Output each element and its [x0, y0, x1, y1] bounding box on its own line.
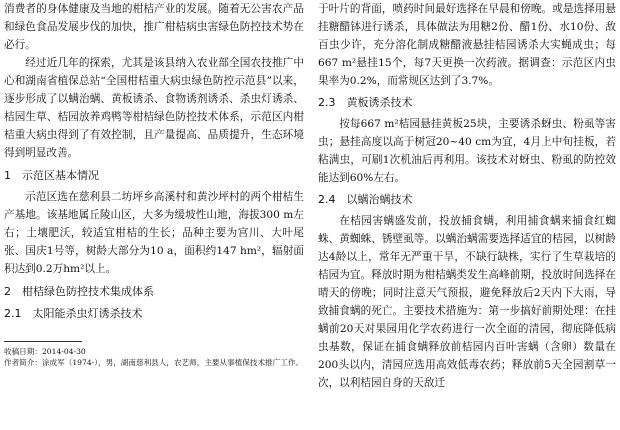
history-paragraph: 经过近几年的探索，尤其是该县纳入农业部全国农技推广中心和湖南省植保总站“全国柑桔重大病虫绿色防控示范县”以来，逐步形成了以螨治螨、黄板诱杀、食物诱剂诱杀、杀虫灯诱杀、桔园生草、桔园放养鸡鸭等柑桔绿色防控技术体系，示范区内柑桔重大病虫得到了有效控制，且产量提高、品质提升，生态环境得到明显改善。: [4, 57, 304, 159]
section-1-paragraph: 示范区选在慈利县二坊坪乡高溪村和黄沙坪村的两个柑桔生产基地。该基地属丘陵山区，大多为缓坡性山地，海拔300 m左右；土壤肥沃，较适宜柑桔的生长；品种主要为宫川、大叶尾张、国庆1号等，树龄大部分为10 a，面积约147 hm²，辐射面积达到0.2万hm²以上。: [4, 191, 304, 275]
section-2-4-heading: 2.4 以螨治螨技术: [318, 193, 413, 206]
section-2-4-paragraph: 在桔园害螨盛发前，投放捕食螨，利用捕食螨来捕食红蜘蛛、黄蜘蛛、锈壁虱等。以螨治螨需要选择适宜的桔园，以树龄达4龄以上，常年无严重干旱，不缺行缺株，实行了生草栽培的桔园为宜。释放时期为柑桔螨类发生高峰前期，投放时间选择在晴天的傍晚；同时注意天气预报，避免释放后2天内下大雨，导致捕食螨的死亡。主要技术措施为：第一步搞好前期处理：在挂螨前20天对果园用化学农药进行一次全面的清园，彻底降低病虫基数，保证在捕食螨释放前桔园内百叶害螨（含卵）数量在200头以内，清园应选用高效低毒农药；释放前5天全园割草一次，以利桔园自身的天敌迁: [318, 215, 616, 389]
section-1-heading: 1 示范区基本情况: [4, 169, 99, 182]
intro-paragraph: 消费者的身体健康及当地的柑桔产业的发展。随着无公害农产品和绿色食品发展步伐的加快，推广柑桔病虫害绿色防控技术势在必行。: [4, 3, 304, 51]
section-2-1-heading: 2.1 太阳能杀虫灯诱杀技术: [4, 307, 143, 320]
footnote: 收稿日期：2014-04-30 作者简介：涂成军（1974-），男，湖南慈利县人，农艺师，主要从事植保技术推广工作。: [4, 347, 304, 367]
right-column: [318, 0, 616, 392]
footnote-rule: [4, 341, 82, 342]
section-2-3-paragraph: 按每667 m²桔园悬挂黄板25块，主要诱杀蚜虫、粉虱等害虫；悬挂高度以高于树冠20~40 cm为宜，4月上中旬挂板，若粘满虫，可刷1次机油后再利用。该技术对蚜虫、粉虱的防控效能达到60%左右。: [318, 118, 616, 184]
section-2-3-heading: 2.3 黄板诱杀技术: [318, 96, 413, 109]
left-column: [4, 0, 304, 368]
continued-paragraph: 于叶片的背面，喷药时间最好选择在早晨和傍晚。或是选择用悬挂糖醋钵进行诱杀，具体做法为用糖2份、醋1份、水10份、敌百虫少许，充分溶化制成糖醋液悬挂桔园诱杀大实蝇成虫；每667 m²悬挂15个，每7天更换一次药液。据调查：示范区内虫果率为0.2%，而常规区达到了3.7%。: [318, 3, 616, 87]
section-2-heading: 2 柑桔绿色防控技术集成体系: [4, 285, 154, 298]
